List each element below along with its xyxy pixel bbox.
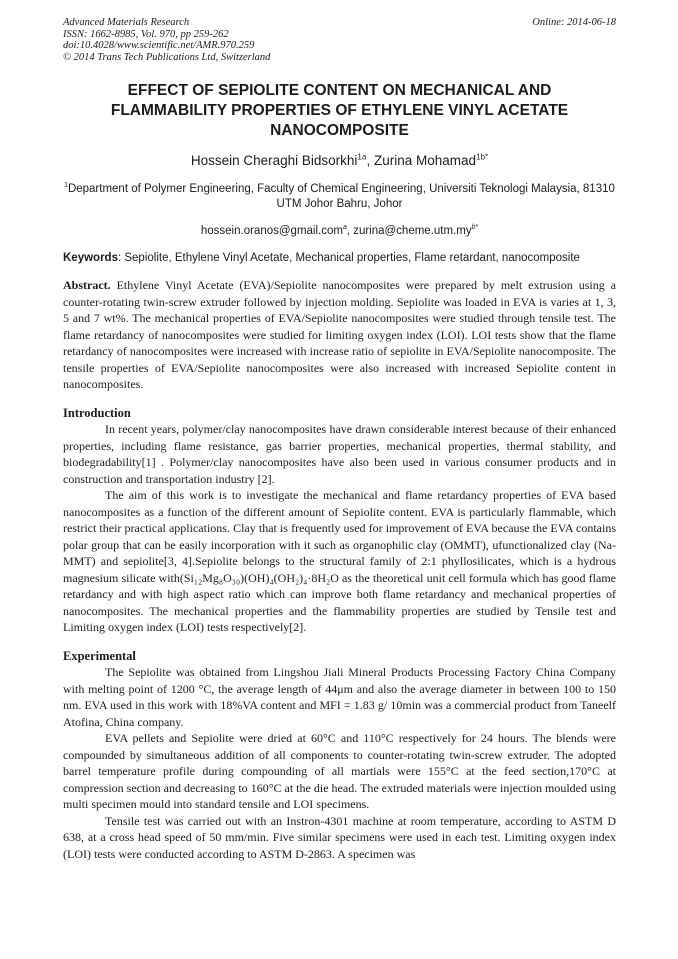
keywords-line	[63, 251, 616, 266]
authors-separator: ,	[366, 153, 374, 168]
email-2-mark: b*	[471, 224, 479, 232]
authors-line	[63, 153, 616, 168]
affiliation-mark: 1	[64, 182, 68, 190]
keywords-colon: :	[117, 252, 125, 264]
affiliation-text: Department of Polymer Engineering, Faculty of Chemical Engineering, Universiti Teknologi Malaysia, 81310 UTM Johor Bahru, Johor	[67, 183, 615, 210]
keywords-text: Sepiolite, Ethylene Vinyl Acetate, Mechanical properties, Flame retardant, nanocomposite	[124, 252, 580, 264]
experimental-paragraph-3: Tensile test was carried out with an Instron-4301 machine at room temperature, according to ASTM D 638, at a cross head speed of 50 mm/min. Five similar specimens were used in each test. Limiting oxygen index (LOI) tests were conducted according to ASTM D-2863. A specimen was	[63, 813, 616, 861]
paper-title: EFFECT OF SEPIOLITE CONTENT ON MECHANICAL AND FLAMMABILITY PROPERTIES OF ETHYLENE VINYL ACETATE NANOCOMPOSITE	[110, 82, 569, 139]
section-heading-introduction: Introduction	[63, 405, 131, 420]
introduction-paragraph-2: The aim of this work is to investigate the mechanical and flame retardancy properties of EVA based nanocomposites as a function of the different amount of Sepiolite content. EVA is particularly flammable, which restrict their practical applications. Clay that is frequently used for improvement of EVA because the EVA contains polar group that can be easily incorporation with it such as organophilic clay (OMMT), ufunctionalized clay (Na-MMT) and sepiolite[3, 4].Sepiolite belongs to the structural family of 2:1 phyllosilicates, which is a hydrous magnesium silicate with(Si₁₂Mg₈O₃₀)(OH)₄(OH₂)₄·8H₂O as the theoretical unit cell formula which has good flame retardancy and with high aspect ratio which can improve both flame retardancy and mechanical properties of nanocomposites. The mechanical properties and the flammability properties are studied by Tensile test and Limiting oxygen index (LOI) tests respectively[2].	[63, 488, 616, 634]
keywords-label: Keywords	[63, 252, 118, 264]
online-date: Online: 2014-06-18	[532, 17, 616, 28]
author-1-name: Hossein Cheraghi Bidsorkhi	[190, 153, 358, 168]
author-2-name: Zurina Mohamad	[373, 153, 477, 168]
copyright-line: © 2014 Trans Tech Publications Ltd, Switzerland	[63, 51, 271, 63]
emails-separator: ,	[346, 225, 354, 237]
experimental-paragraph-1: The Sepiolite was obtained from Lingshou Jiali Mineral Products Processing Factory China Company with melting point of 1200 °C, the average length of 44μm and also the average diameter in between 100 to 150 nm. EVA used in this work with 18%VA content and MFI = 1.83 g/ 10min was a commercial product from Taneelf Atofina, China company.	[63, 665, 616, 729]
author-2-affiliation-mark: 1b*	[476, 152, 489, 162]
abstract-label: Abstract.	[63, 278, 111, 292]
abstract-text: Ethylene Vinyl Acetate (EVA)/Sepiolite nanocomposites were prepared by melt extrusion using a counter-rotating twin-screw extruder followed by injection molding. Sepiolite was loaded in EVA is varies at 1, 3, 5 and 7 wt%. The mechanical properties of EVA/Sepiolite nanocomposites were studied through tensile test. The flame retardancy of nanocomposites were studied for limiting oxygen index (LOI). LOI tests show that the flame retardancy of nanocomposites were increased with increase ratio of sepiolite in EVA/Sepiolite nanocomposite. The tensile properties of EVA/Sepiolite nanocomposites were also increased with increased Sepiolite content in nanocomposites.	[63, 278, 616, 391]
journal-info	[63, 17, 270, 63]
email-1: hossein.oranos@gmail.com	[200, 225, 343, 237]
email-1-mark: a	[342, 224, 347, 232]
email-2: zurina@cheme.utm.my	[353, 225, 472, 237]
abstract	[63, 277, 616, 393]
author-1-affiliation-mark: 1a	[357, 152, 367, 162]
experimental-paragraph-2: EVA pellets and Sepiolite were dried at 60°C and 110°C respectively for 24 hours. The blends were compounded by simultaneous addition of all components to counter-rotating twin-screw extruder. The adopted barrel temperature profile during compounding of all martials were 155°C at the feed section,170°C at compression section and decreasing to 160°C at the die head. The extruded materials were injection moulded using multi specimen mould into standard tensile and LOI specimens.	[63, 731, 616, 811]
journal-header	[63, 17, 616, 63]
affiliation-line	[63, 182, 616, 212]
section-heading-experimental: Experimental	[63, 648, 136, 663]
doi-line: doi:10.4028/www.scientific.net/AMR.970.259	[63, 40, 255, 51]
journal-name: Advanced Materials Research	[63, 17, 190, 28]
issn-line: ISSN: 1662-8985, Vol. 970, pp 259-262	[63, 28, 229, 40]
emails-line	[63, 225, 616, 237]
introduction-paragraph-1: In recent years, polymer/clay nanocomposites have drawn considerable interest because of their enhanced properties, including flame resistance, gas barrier properties, mechanical properties, thermal stability, and biodegradability[1] . Polymer/clay nanocomposites have also been used in various consumer products and in construction and transportation industry [2].	[63, 422, 616, 486]
